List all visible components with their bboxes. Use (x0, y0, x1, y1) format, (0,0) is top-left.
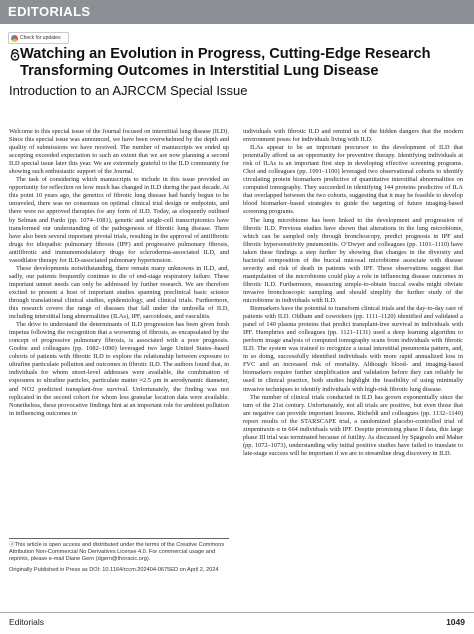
footer-divider (0, 612, 474, 613)
footnotes (9, 538, 229, 577)
paragraph: ILAs appear to be an important precursor to the development of ILD that potentially afford us an opportunity for preventive therapy. Identifying individuals at risk of ILAs is an important first step in developing effective screening programs. Choi and colleagues (pp. 1091–1100) leveraged two observational cohorts to identify circulating protein biomarkers predictive of quantitative interstitial abnormalities on computed tomography. They succeeded in identifying 144 proteins predictive of ILA that overlapped between the two cohorts, suggesting that it may be feasible to develop blood biomarker–based strategies to guide the targeting of future imaging-based screening programs. (243, 144, 463, 216)
paragraph: The drive to understand the determinants of ILD progression has been given fresh impetus following the recognition that a worsening of fibrosis, as encapsulated by the concept of progressive pulmonary fibrosis, is associated with a poor prognosis. Goobie and colleagues (pp. 1082–1090) leveraged two large United States–based cohorts of patients with fibrotic ILD to explore the relationship between exposure to ultrafine particulate pollution and outcomes in fibrotic ILD. The authors found that, in individuals for whom street-level addresses were available, the combination of exposures to ultrafine particles, particulate matter ≈2.5 μm in aerodynamic diameter, and NO2 predicted transplant-free survival. Unfortunately, the finding was not replicated in the second cohort for whom less granular location data were available. Nonetheless, these provocative findings hint at an important role for ambient pollution in influencing outcomes in (9, 321, 229, 417)
check-for-updates-button[interactable] (8, 32, 69, 44)
paragraph: The task of considering which manuscripts to include in this issue provided an opportunity for reflection on how much has changed in ILD during the past decade. At this point 10 years ago, the genetics of fibrotic lung disease had barely begun to be unraveled, there was no consensus on optimal clinical trial design or endpoints, and there were no approved therapies for any form of ILD. Today, as eloquently outlined by Selman and Pardo (pp. 1074–1081), genetic and single-cell transcriptomics have transformed our understanding of the pathogenesis of fibrotic lung disease. There have also been several important pivotal trials, resulting in the approval of antifibrotic drugs for idiopathic pulmonary fibrosis (IPF) and progressive pulmonary fibrosis, antifibrotic and immunomodulatory drugs for scleroderma-associated ILD, and vasodilator therapy for ILD-associated pulmonary hypertension. (9, 176, 229, 264)
section-title: EDITORIALS (8, 4, 91, 19)
paragraph: individuals with fibrotic ILD and remind us of the hidden dangers that the modern environment poses for individuals living with ILD. (243, 128, 463, 144)
article-subtitle: Introduction to an AJRCCM Special Issue (9, 83, 248, 98)
paragraph: Biomarkers have the potential to transform clinical trials and the day-to-day care of patients with ILD. Oldham and coworkers (pp. 1111–1120) identified and validated a panel of 140 plasma proteins that predict transplant-free survival in individuals with IPF. Humphries and colleagues (pp. 1121–1131) used a deep learning algorithm to perform image analysis of computed tomography scans from individuals with fibrotic ILD. The system was trained to recognize a usual interstitial pneumonia pattern, and, in so doing, successfully identified individuals with more rapid annualized loss in FVC and an increased risk of mortality. Although blood- and imaging-based biomarkers require further simplification and validation before they can reliably be used in clinical practice, both studies highlight the feasibility of using minimally invasive techniques to identify individuals with high-risk fibrotic lung disease. (243, 305, 463, 393)
paragraph: The lung microbiome has been linked to the development and progression of fibrotic ILD. Previous studies have shown that alterations in the lung microbiome, which can be sampled only through bronchoscopy, predict prognosis in IPF and fibrotic hypersensitivity pneumonitis. O’Dwyer and colleagues (pp. 1101–1110) have taken these findings a step further by showing that changes in the diversity and bacterial composition of the buccal mucosal microbiome associate with disease severity and risk of death in patients with IPF. These observations suggest that manipulation of the microbiome could play a role in influencing disease outcomes in fibrotic ILD. Furthermore, measuring simple-to-obtain buccal swabs might obviate invasive bronchoscopic sampling and should simplify the further study of the microbiome in individuals with ILD. (243, 216, 463, 304)
body-column-left (9, 128, 229, 418)
article-title: Watching an Evolution in Progress, Cutting-Edge Research Transforming Outcomes in Interstitial Lung Disease (20, 46, 431, 79)
paragraph: The number of clinical trials conducted in ILD has grown exponentially since the turn of the 21st century. Unfortunately, not all trials are positive, but even those that are negative can provide important lessons. Richeldi and colleagues (pp. 1132–1140) report results of the STARSCAPE trial, a randomized placebo-controlled trial of zinpentraxin α in 664 individuals with IPF. Despite promising phase II data, this large phase III trial was terminated because of futility. As discussed by Spagnolo and Maher (pp. 1072–1073), understanding why initial positive studies have failed to translate to late-stage success will be important if we are to streamline drug discovery in ILD. (243, 393, 463, 457)
check-for-updates-label: Check for updates (20, 35, 61, 41)
section-banner (0, 0, 474, 24)
paragraph: Welcome to this special issue of the Journal focused on interstitial lung disease (ILD). Since this special issue was announced, we have been overwhelmed by the depth and quality of submissions we have received. The number of manuscripts we ended up accepting exceeded expectation to such an extent that we are now planning a second ILD special issue later this year. We are extremely grateful to the ILD community for showing such enthusiastic support of the Journal. (9, 128, 229, 176)
doi-note: Originally Published in Press as DOI: 10.1164/rccm.202404-0675ED on April 2, 2024 (9, 566, 219, 573)
page-number: 1049 (446, 617, 465, 627)
body-column-right (243, 128, 463, 458)
updates-icon (11, 35, 18, 42)
footer-section: Editorials (9, 617, 44, 627)
paragraph: These developments notwithstanding, there remain many unknowns in ILD, and, sadly, our patients frequently continue to die of end-stage respiratory failure. These important unmet needs can only be addressed by further research. We are therefore excited to present a host of important studies spanning preclinical basic science through translational clinical studies, epidemiology, and clinical trials. Furthermore, this research covers the range of diseases that fall under the umbrella of ILD, including interstitial lung abnormalities (ILAs), IPF, sarcoidosis, and vasculitis. (9, 264, 229, 321)
license-note: ⓐThis article is open access and distributed under the terms of the Creative Commons Attribution Non-Commercial No Derivatives License 4.0. For commercial usage and reprints, please e-mail Diane Gern (dgern@thoracic.org). (9, 542, 225, 563)
